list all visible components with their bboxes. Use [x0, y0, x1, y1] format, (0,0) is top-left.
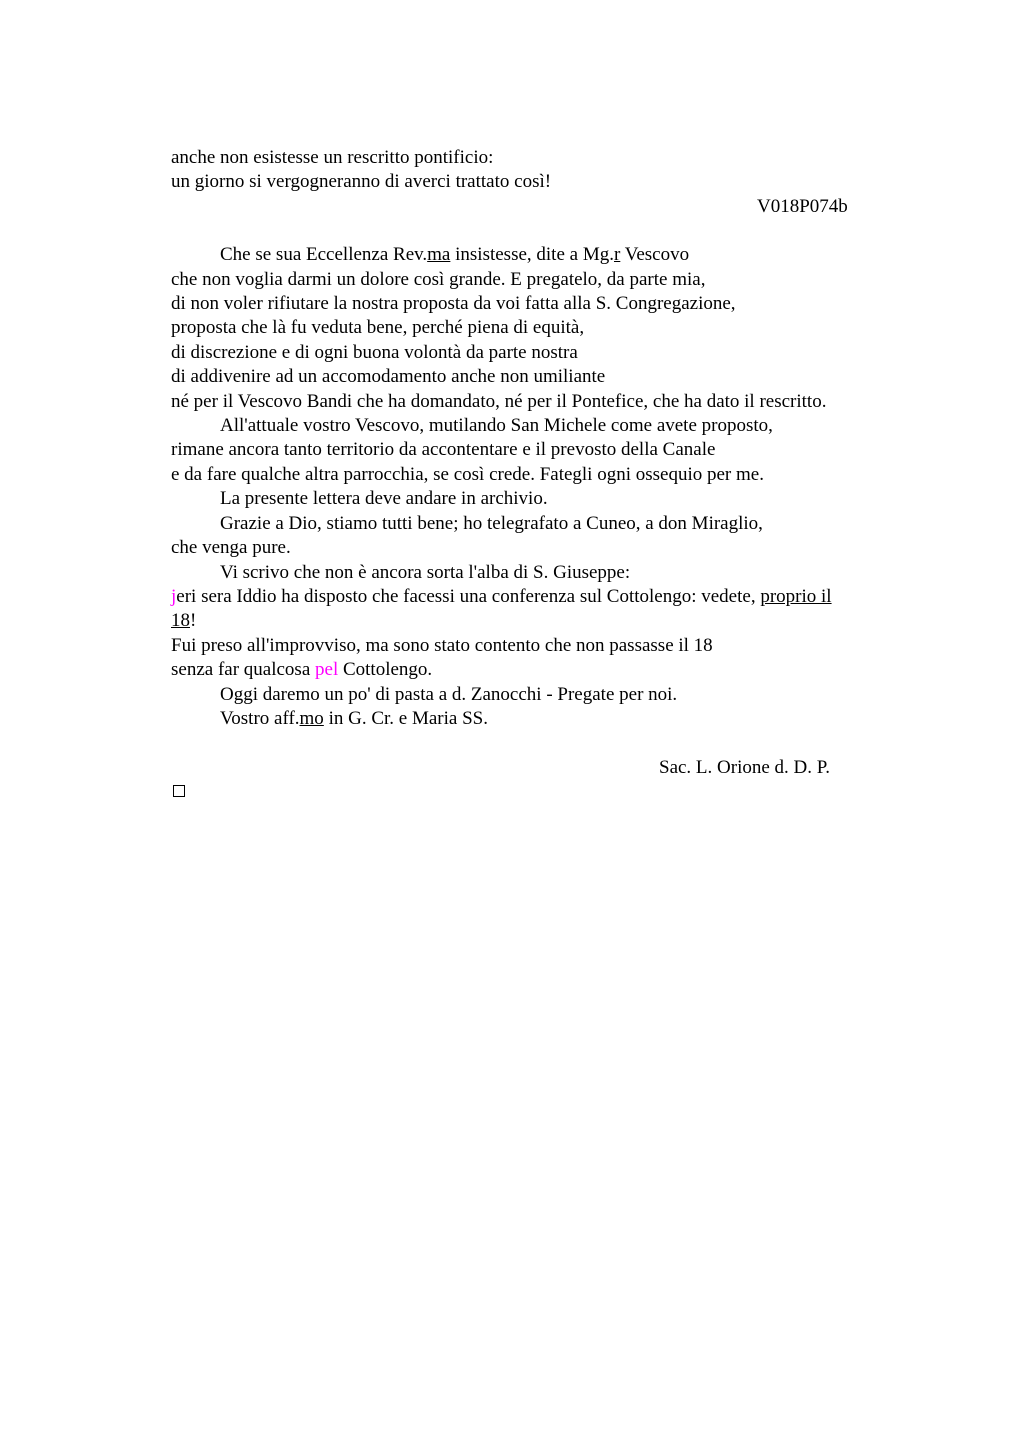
text-line: Grazie a Dio, stiamo tutti bene; ho telegrafato a Cuneo, a don Miraglio,: [220, 513, 763, 534]
underlined-phrase: proprio il: [760, 586, 832, 607]
text-line: che non voglia darmi un dolore così grande. E pregatelo, da parte mia,: [171, 269, 706, 290]
text-line: Oggi daremo un po' di pasta a d. Zanocchi - Pregate per noi.: [220, 684, 678, 705]
text-line: senza far qualcosa pel Cottolengo.: [171, 659, 433, 680]
signature: Sac. L. Orione d. D. P.: [659, 757, 830, 778]
underlined-abbrev: r: [613, 244, 621, 265]
highlighted-word: pel: [315, 659, 339, 680]
text-line: né per il Vescovo Bandi che ha domandato, né per il Pontefice, che ha dato il rescritto.: [171, 391, 827, 412]
text-line: di discrezione e di ogni buona volontà da parte nostra: [171, 342, 578, 363]
text-line: 18!: [171, 610, 197, 631]
underlined-abbrev: ma: [427, 244, 451, 265]
text-line: anche non esistesse un rescritto pontificio:: [171, 147, 494, 168]
underlined-abbrev: mo: [299, 708, 324, 729]
text-line: All'attuale vostro Vescovo, mutilando San Michele come avete proposto,: [220, 415, 773, 436]
page-code: V018P074b: [757, 196, 848, 217]
text-line: rimane ancora tanto territorio da accontentare e il prevosto della Canale: [171, 439, 716, 460]
text-line: La presente lettera deve andare in archivio.: [220, 488, 548, 509]
text-line: proposta che là fu veduta bene, perché piena di equità,: [171, 317, 585, 338]
text-line: Vostro aff.mo in G. Cr. e Maria SS.: [220, 708, 488, 729]
text-line: Che se sua Eccellenza Rev.ma insistesse, dite a Mg.r Vescovo: [220, 244, 690, 265]
text-line: jeri sera Iddio ha disposto che facessi una conferenza sul Cottolengo: vedete, proprio il: [171, 586, 832, 607]
text-line: Vi scrivo che non è ancora sorta l'alba di S. Giuseppe:: [220, 562, 631, 583]
text-line: di non voler rifiutare la nostra proposta da voi fatta alla S. Congregazione,: [171, 293, 736, 314]
checkbox-square-icon: [173, 785, 185, 797]
text-line: di addivenire ad un accomodamento anche non umiliante: [171, 366, 606, 387]
text-line: che venga pure.: [171, 537, 291, 558]
underlined-phrase: 18: [171, 610, 190, 631]
text-line: Fui preso all'improvviso, ma sono stato contento che non passasse il 18: [171, 635, 713, 656]
highlighted-letter: j: [171, 586, 177, 607]
text-line: e da fare qualche altra parrocchia, se così crede. Fategli ogni ossequio per me.: [171, 464, 764, 485]
text-line: un giorno si vergogneranno di averci trattato così!: [171, 171, 552, 192]
